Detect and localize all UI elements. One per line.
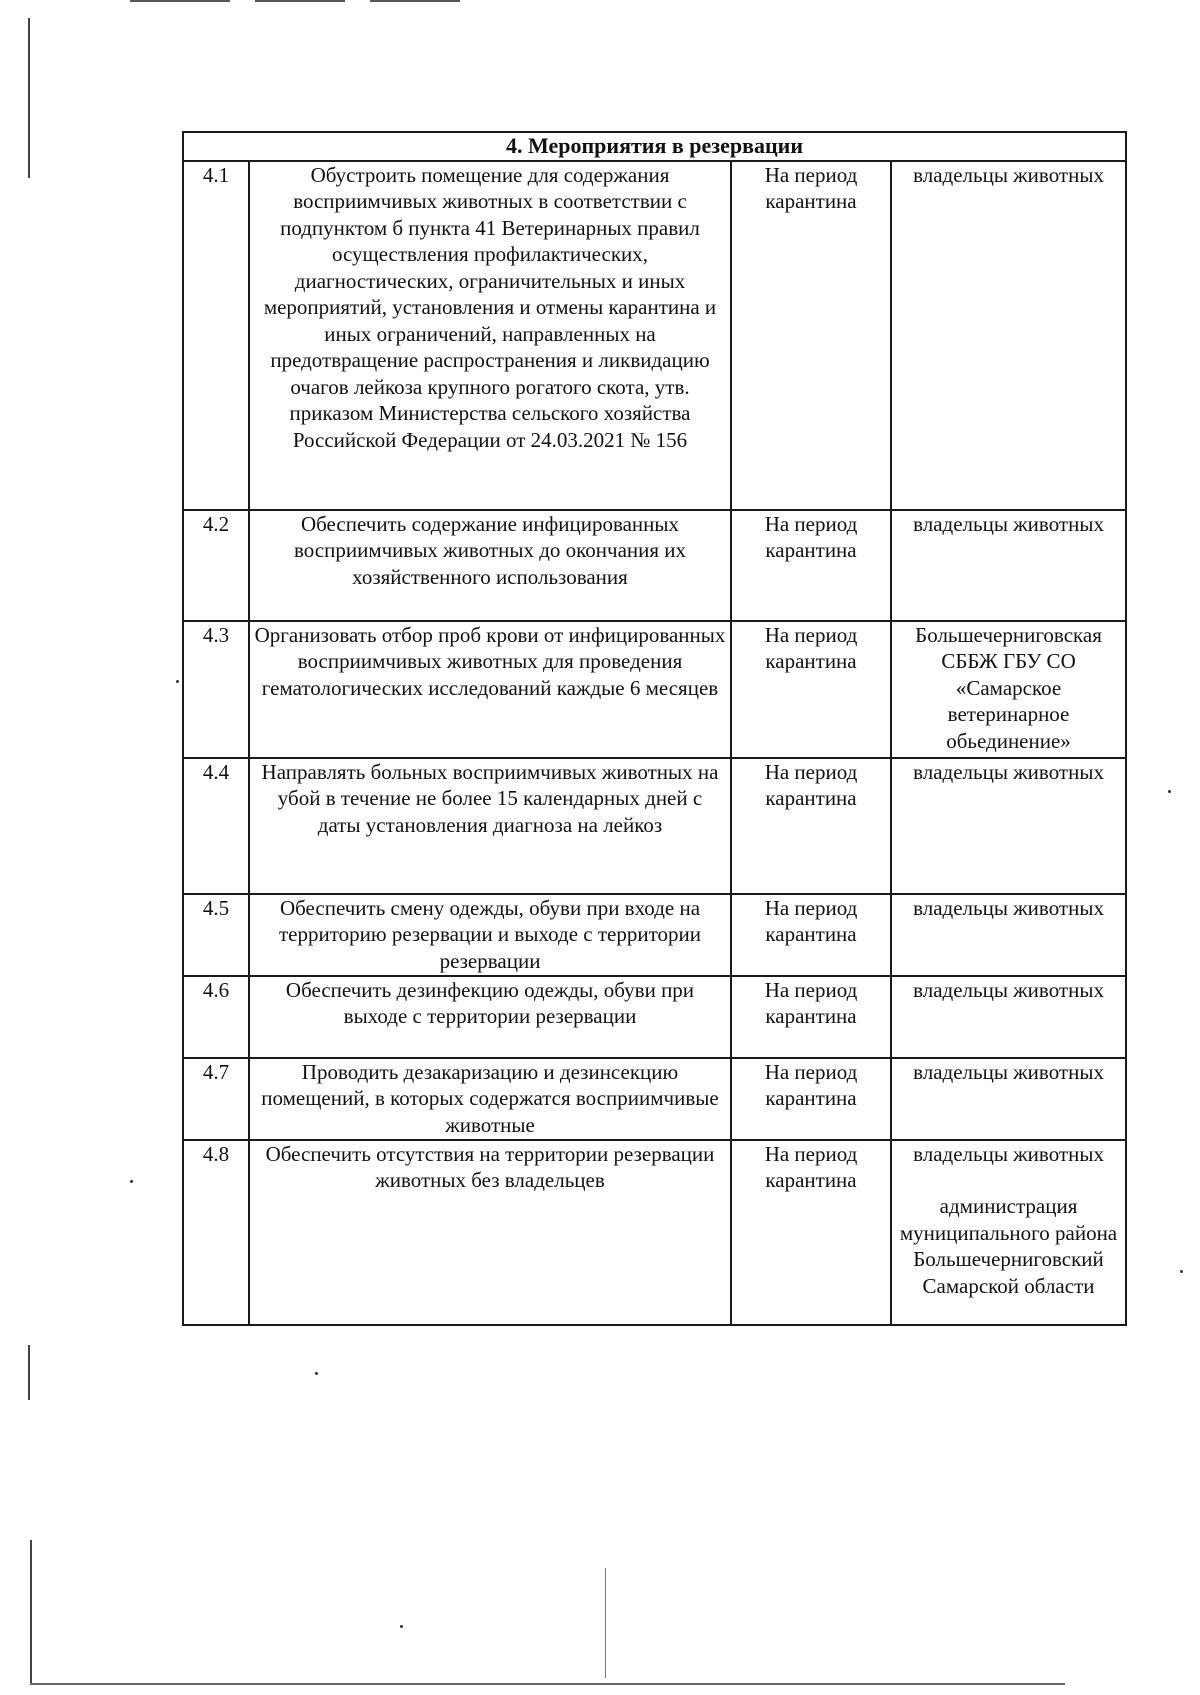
responsible-party: владельцы животных — [913, 895, 1104, 920]
row-number: 4.6 — [183, 976, 249, 1058]
section-header-row — [183, 132, 1126, 161]
responsible-party: владельцы животных — [913, 511, 1104, 536]
responsible-party: владельцы животных — [913, 1141, 1104, 1166]
row-number: 4.1 — [183, 161, 249, 510]
row-period: На период карантина — [731, 1140, 891, 1325]
responsible-party: Большечерниговская СББЖ ГБУ СО «Самарское ветеринарное обьединение» — [915, 622, 1102, 753]
responsible-party: администрация муниципального района Большечерниговский Самарской области — [899, 1194, 1118, 1298]
row-action: Обустроить помещение для содержания восприимчивых животных в соответствии с подпунктом б пункта 41 Ветеринарных правил осуществления профилактических, диагностических, ограничительных и иных мероприятий, установления и отмены карантина и иных ограничений, направленных на предотвращение распространения и ликвидацию очагов лейкоза крупного рогатого скота, утв. приказом Министерства сельского хозяйства Российской Федерации от 24.03.2021 № 156 — [249, 161, 731, 510]
row-action: Обеспечить отсутствия на территории резервации животных без владельцев — [249, 1140, 731, 1325]
row-number: 4.2 — [183, 510, 249, 621]
row-action: Обеспечить смену одежды, обуви при входе на территорию резервации и выходе с территории резервации — [249, 894, 731, 976]
table-row — [183, 1140, 1126, 1325]
row-responsible — [891, 1140, 1126, 1325]
scan-left-margin-line — [28, 1345, 30, 1400]
row-responsible — [891, 510, 1126, 621]
scan-left-margin-line — [28, 18, 30, 178]
row-period: На период карантина — [731, 1058, 891, 1140]
row-period: На период карантина — [731, 894, 891, 976]
scan-speck — [1168, 790, 1171, 793]
row-period: На период карантина — [731, 976, 891, 1058]
row-responsible — [891, 1058, 1126, 1140]
table-row — [183, 161, 1126, 510]
table-row — [183, 1058, 1126, 1140]
responsible-party: владельцы животных — [913, 1059, 1104, 1084]
row-action: Обеспечить дезинфекцию одежды, обуви при выходе с территории резервации — [249, 976, 731, 1058]
row-number: 4.5 — [183, 894, 249, 976]
row-responsible — [891, 161, 1126, 510]
row-action: Направлять больных восприимчивых животных на убой в течение не более 15 календарных дней с даты установления диагноза на лейкоз — [249, 758, 731, 894]
table-row — [183, 894, 1126, 976]
row-responsible — [891, 976, 1126, 1058]
row-period: На период карантина — [731, 161, 891, 510]
scan-speck — [1180, 1270, 1183, 1273]
row-action: Организовать отбор проб крови от инфицированных восприимчивых животных для проведения гематологических исследований каждые 6 месяцев — [249, 621, 731, 758]
scan-speck — [400, 1625, 403, 1628]
row-period: На период карантина — [731, 510, 891, 621]
scan-bottom-line — [30, 1683, 1065, 1685]
row-number: 4.7 — [183, 1058, 249, 1140]
row-number: 4.3 — [183, 621, 249, 758]
table-row — [183, 510, 1126, 621]
responsible-party: владельцы животных — [913, 759, 1104, 784]
scan-speck — [315, 1372, 318, 1375]
responsible-spacer — [896, 1167, 1121, 1193]
responsible-party: владельцы животных — [913, 977, 1104, 1002]
row-number: 4.8 — [183, 1140, 249, 1325]
row-action: Проводить дезакаризацию и дезинсекцию помещений, в которых содержатся восприимчивые животные — [249, 1058, 731, 1140]
measures-table — [182, 131, 1127, 1326]
scan-speck — [130, 1180, 133, 1183]
scan-top-dash — [130, 0, 230, 2]
scan-left-margin-line — [30, 1540, 32, 1685]
row-number: 4.4 — [183, 758, 249, 894]
row-period: На период карантина — [731, 758, 891, 894]
scan-top-dash — [255, 0, 345, 2]
table-row — [183, 976, 1126, 1058]
table-row — [183, 621, 1126, 758]
row-responsible — [891, 894, 1126, 976]
row-period: На период карантина — [731, 621, 891, 758]
row-action: Обеспечить содержание инфицированных восприимчивых животных до окончания их хозяйственного использования — [249, 510, 731, 621]
scan-speck — [176, 680, 179, 683]
scan-center-fold-mark — [605, 1568, 606, 1678]
row-responsible — [891, 621, 1126, 758]
row-responsible — [891, 758, 1126, 894]
section-title: 4. Мероприятия в резервации — [183, 132, 1126, 161]
responsible-party: владельцы животных — [913, 162, 1104, 187]
table-row — [183, 758, 1126, 894]
scan-top-dash — [370, 0, 460, 2]
